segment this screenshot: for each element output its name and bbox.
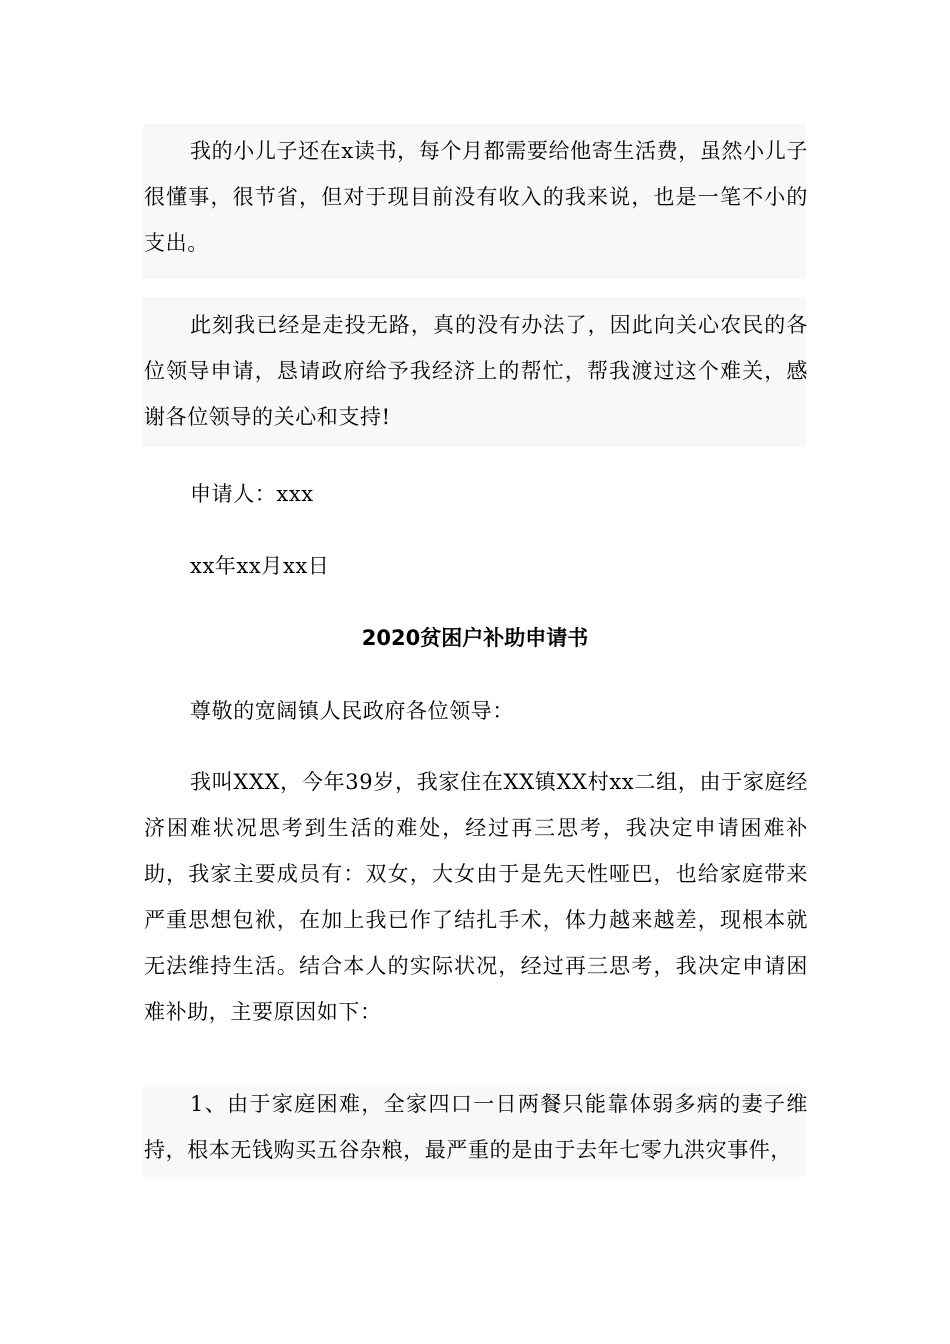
document-title: 2020贫困户补助申请书 <box>361 626 589 650</box>
paragraph-son-expenses: 我的小儿子还在x读书，每个月都需要给他寄生活费，虽然小儿子很懂事，很节省，但对于现目前没有收入的我来说，也是一笔不小的支出。 <box>144 139 808 255</box>
date-line: xx年xx月xx日 <box>190 554 330 578</box>
paragraph-request: 此刻我已经是走投无路，真的没有办法了，因此向关心农民的各位领导申请，恳请政府给予我经济上的帮忙，帮我渡过这个难关，感谢各位领导的关心和支持! <box>144 313 808 429</box>
applicant-line: 申请人：xxx <box>190 482 314 506</box>
paragraph-reason-1: 1、由于家庭困难，全家四口一日两餐只能靠体弱多病的妻子维持，根本无钱购买五谷杂粮，最严重的是由于去年七零九洪灾事件， <box>144 1092 808 1162</box>
salutation: 尊敬的宽阔镇人民政府各位领导： <box>190 699 514 723</box>
paragraph-introduction: 我叫XXX，今年39岁，我家住在XX镇XX村xx二组，由于家庭经济困难状况思考到生活的难处，经过再三思考，我决定申请困难补助，我家主要成员有：双女，大女由于是先天性哑巴，也给家庭带来严重思想包袱，在加上我已作了结扎手术，体力越来越差，现根本就无法维持生活。结合本人的实际状况，经过再三思考，我决定申请困难补助，主要原因如下： <box>144 770 808 1024</box>
